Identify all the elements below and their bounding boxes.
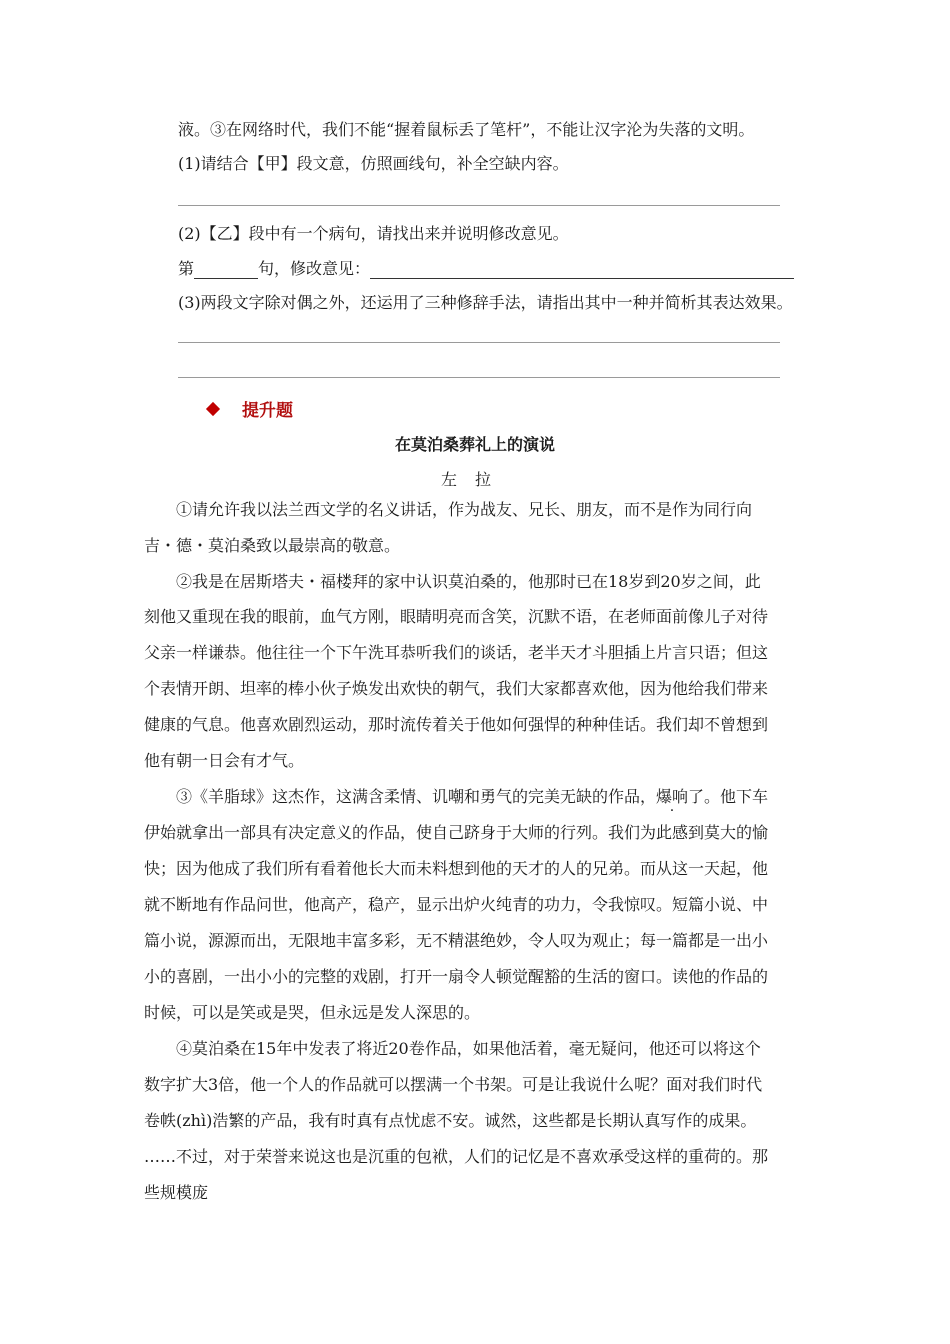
- article-line: 些规模庞: [144, 1183, 209, 1202]
- article-line: 健康的气息。他喜欢剧烈运动，那时流传着关于他如何强悍的种种佳话。我们却不曾想到: [144, 715, 769, 734]
- article-line: ①请允许我以法兰西文学的名义讲话，作为战友、兄长、朋友，而不是作为同行向: [176, 500, 753, 519]
- question-2: (2)【乙】段中有一个病句，请找出来并说明修改意见。: [178, 224, 569, 243]
- article-line: 小的喜剧，一出小小的完整的戏剧，打开一扇令人顿觉醒豁的生活的窗口。读他的作品的: [144, 967, 769, 986]
- question-2-answer: [178, 259, 794, 279]
- article-line: 时候，可以是笑或是哭，但永远是发人深思的。: [144, 1003, 481, 1022]
- answer-line-1[interactable]: [178, 205, 780, 206]
- article-author: 左拉: [440, 470, 509, 489]
- article-line: 伊始就拿出一部具有决定意义的作品，使自己跻身于大师的行列。我们为此感到莫大的愉: [144, 823, 769, 842]
- article-line: 篇小说，源源而出，无限地丰富多彩，无不精湛绝妙，令人叹为观止；每一篇都是一出小: [144, 931, 769, 950]
- article-line: 他有朝一日会有才气。: [144, 751, 305, 770]
- sentence-number-blank[interactable]: [194, 262, 258, 279]
- article-line: ④莫泊桑在15年中发表了将近20卷作品，如果他活着，毫无疑问，他还可以将这个: [176, 1039, 761, 1058]
- article-line-text: ③《羊脂球》这杰作，这满含柔情、讥嘲和勇气的完美无缺的作品，: [176, 787, 657, 806]
- article-title: 在莫泊桑葬礼上的演说: [394, 435, 555, 454]
- answer-middle: 句，修改意见：: [258, 259, 371, 278]
- answer-line-2[interactable]: [178, 342, 780, 343]
- question-1: (1)请结合【甲】段文意，仿照画线句，补全空缺内容。: [178, 154, 569, 173]
- article-line: 就不断地有作品问世，他高产，稳产，显示出炉火纯青的功力，令我惊叹。短篇小说、中: [144, 895, 769, 914]
- article-line: [176, 787, 768, 807]
- article-line: ②我是在居斯塔夫・福楼拜的家中认识莫泊桑的，他那时已在18岁到20岁之间，此: [176, 572, 761, 591]
- diamond-bullet-icon: [206, 402, 220, 416]
- article-line: 数字扩大3倍，他一个人的作品就可以摆满一个书架。可是让我说什么呢？面对我们时代: [144, 1075, 763, 1094]
- article-line-tail: 了。他下车: [688, 787, 769, 806]
- article-line: ……不过，对于荣誉来说这也是沉重的包袱，人们的记忆是不喜欢承受这样的重荷的。那: [144, 1147, 769, 1166]
- question-3: (3)两段文字除对偶之外，还运用了三种修辞手法，请指出其中一种并简析其表达效果。: [178, 293, 793, 312]
- revision-blank[interactable]: [370, 262, 794, 279]
- article-line: 父亲一样谦恭。他往往一个下午洗耳恭听我们的谈话，老半天才斗胆插上片言只语；但这: [144, 643, 769, 662]
- article-line: 刻他又重现在我的眼前，血气方刚，眼睛明亮而含笑，沉默不语，在老师面前像儿子对待: [144, 607, 769, 626]
- emphasized-word: 爆响: [656, 787, 689, 806]
- answer-prefix: 第: [178, 259, 195, 278]
- question-intro: 液。③在网络时代，我们不能“握着鼠标丢了笔杆”，不能让汉字沦为失落的文明。: [178, 120, 755, 139]
- article-line: 个表情开朗、坦率的棒小伙子焕发出欢快的朝气，我们大家都喜欢他，因为他给我们带来: [144, 679, 769, 698]
- article-line: 卷帙(zhì)浩繁的产品，我有时真有点忧虑不安。诚然，这些都是长期认真写作的成果。: [144, 1111, 757, 1130]
- section-heading: 提升题: [208, 396, 293, 421]
- article-line: 快；因为他成了我们所有看着他长大而未料想到他的天才的人的兄弟。而从这一天起，他: [144, 859, 769, 878]
- answer-line-3[interactable]: [178, 377, 780, 378]
- article-line: 吉・德・莫泊桑致以最崇高的敬意。: [144, 536, 401, 555]
